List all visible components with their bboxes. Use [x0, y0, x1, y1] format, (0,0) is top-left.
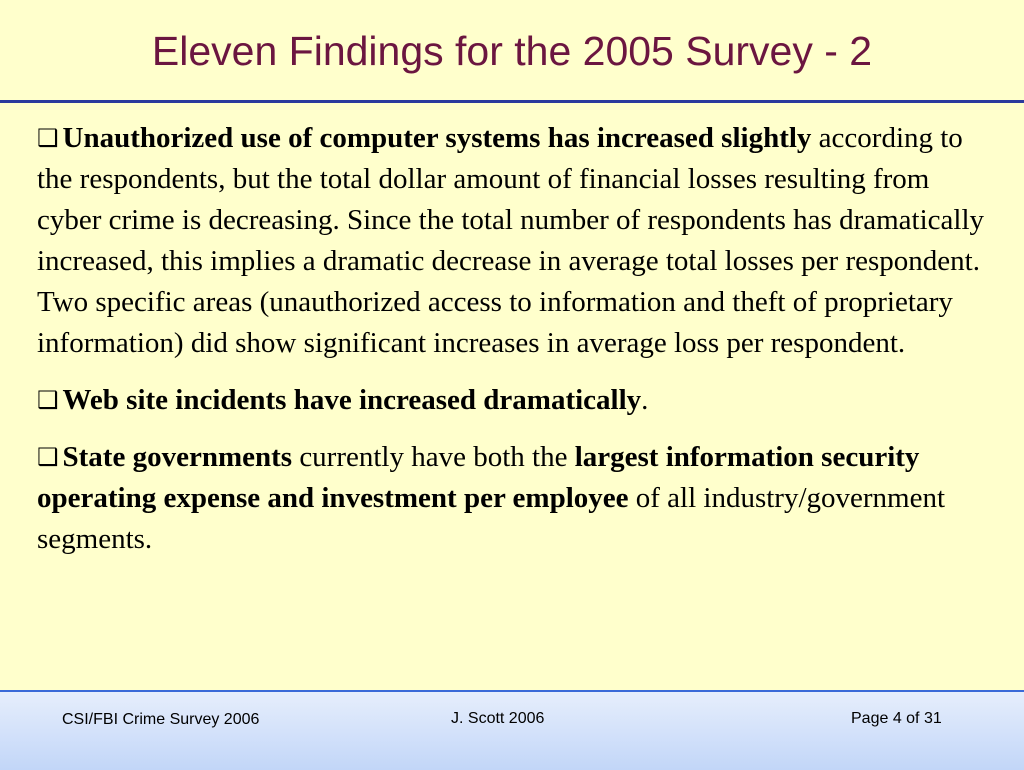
- footer-page-number: Page 4 of 31: [851, 710, 942, 727]
- title-divider: [0, 100, 1024, 103]
- bullet-text: of all industry/government segments.: [37, 482, 946, 555]
- bullet-item: [37, 437, 987, 560]
- bullet-bold-text: largest information security operating expense and investment per employee: [37, 441, 920, 514]
- bullet-text: .: [641, 384, 649, 416]
- slide-footer: [0, 690, 1024, 770]
- bullet-item: [37, 118, 987, 364]
- checkbox-bullet-icon: ❑: [37, 386, 59, 414]
- bullet-text: currently have both the: [292, 441, 575, 473]
- checkbox-bullet-icon: ❑: [37, 124, 59, 152]
- bullet-bold-text: Unauthorized use of computer systems has increased slightly: [62, 122, 812, 154]
- footer-author: J. Scott 2006: [451, 710, 545, 727]
- bullet-bold-text: Web site incidents have increased dramatically: [62, 384, 642, 416]
- bullet-bold-text: State governments: [62, 441, 293, 473]
- bullet-text: according to the respondents, but the total dollar amount of financial losses resulting from cyber crime is decreasing. Since the total number of respondents has dramatically increased, this implies a dramatic decrease in average total losses per respondent. Two specific areas (unauthorized access to information and theft of proprietary information) did show significant increases in average loss per respondent.: [37, 122, 985, 359]
- bullet-item: [37, 380, 987, 421]
- checkbox-bullet-icon: ❑: [37, 443, 59, 471]
- footer-left-text: CSI/FBI Crime Survey 2006: [62, 711, 260, 728]
- slide-title: Eleven Findings for the 2005 Survey - 2: [151, 28, 873, 74]
- slide-body: [37, 118, 987, 576]
